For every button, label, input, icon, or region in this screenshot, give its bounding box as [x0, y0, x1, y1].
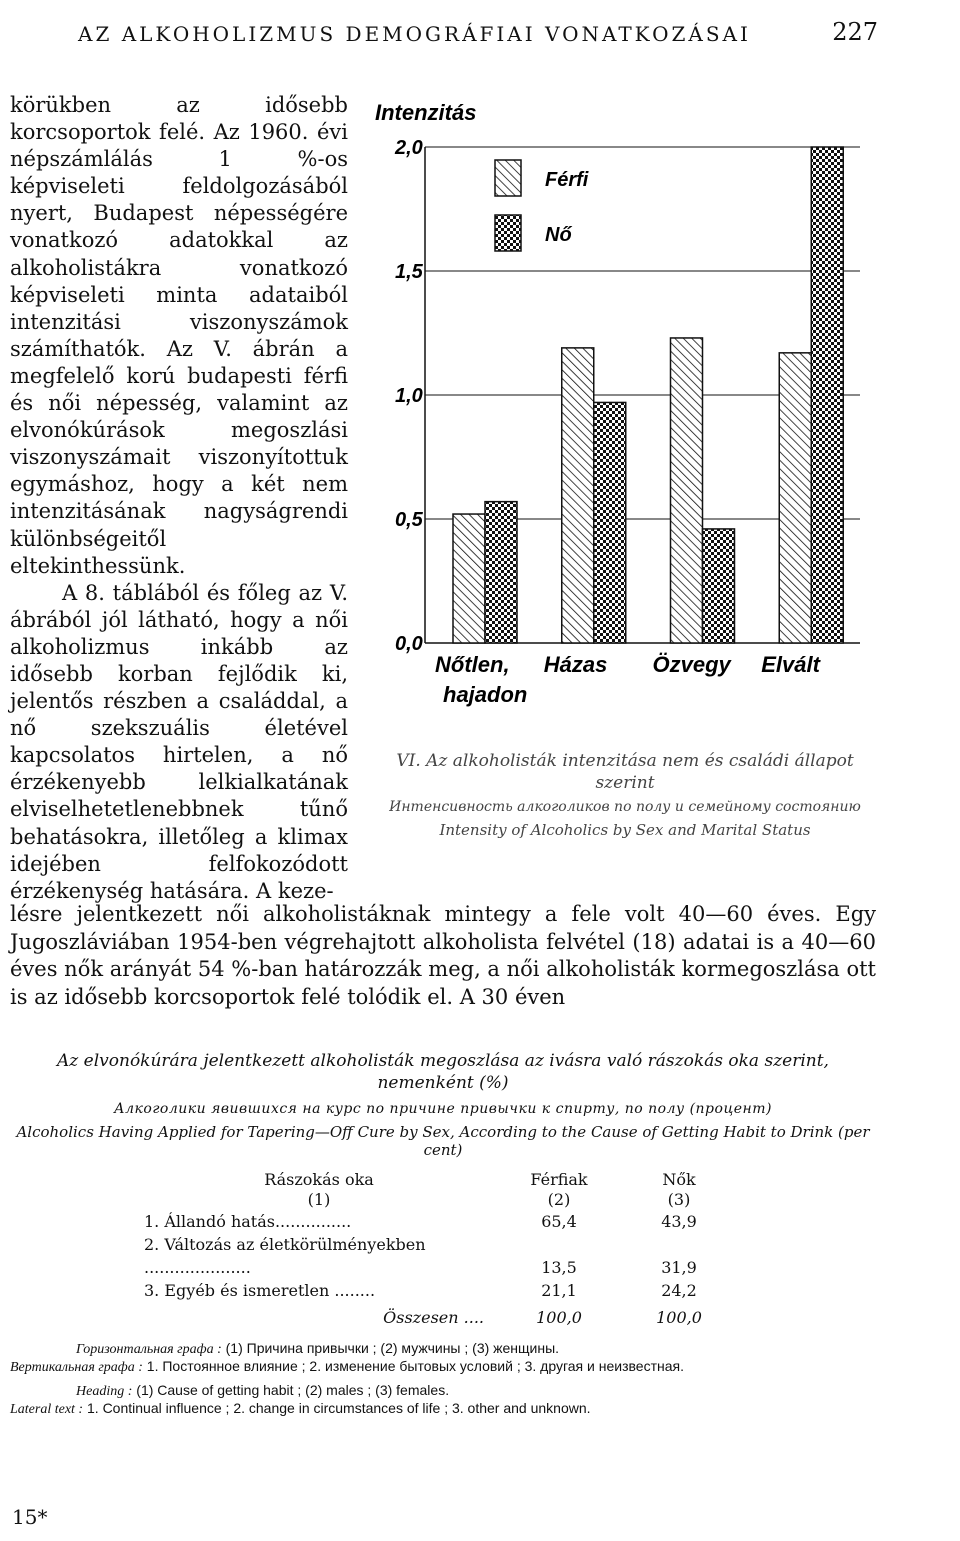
- running-header: [78, 18, 878, 46]
- table-row: [140, 1279, 734, 1302]
- col-header-men-label: Férfiak: [530, 1170, 588, 1189]
- col-header-women-num: (3): [667, 1190, 691, 1209]
- figure-caption-hu: VI. Az alkoholisták intenzitása nem és családi állapot szerint: [396, 751, 854, 793]
- note-ru-heading-label: Горизонтальная графа :: [76, 1342, 222, 1357]
- row-men-value: 21,1: [541, 1281, 577, 1300]
- x-tick-label: Özvegy: [652, 652, 731, 677]
- table-title-hu: Az elvonókúrára jelentkezett alkoholisták megoszlása az ivásra való rászokás oka szerint, nemenként (%): [57, 1051, 829, 1093]
- bar-ferfi-2: [562, 348, 594, 643]
- bar-no-3: [703, 529, 735, 643]
- note-ru-heading-text: (1) Причина привычки ; (2) мужчины ; (3) женщины.: [225, 1340, 560, 1356]
- signature-mark: 15*: [12, 1505, 48, 1529]
- note-en-heading-text: (1) Cause of getting habit ; (2) males ; (3) females.: [136, 1382, 450, 1398]
- body-text-column: [10, 92, 348, 905]
- table-notes: [10, 1340, 876, 1424]
- bar-ferfi-1: [453, 514, 485, 643]
- total-label: Összesen ....: [383, 1308, 484, 1327]
- paragraph-2-start: A 8. táblából és főleg az V. ábrából jól látható, hogy a női alkoholizmus inkább az idősebb korban fejlődik ki, jelentős részben a családdal, a nő szekszuális életével kapcsolatos hirtelen, a nő érzékenyebb lelkialkatának elviselhetetlenebbnek tűnő behatásokra, illetőleg a klimax idejében felfokozódott érzékenység hatására. A keze-: [10, 580, 348, 903]
- note-ru-lateral-text: 1. Постоянное влияние ; 2. изменение бытовых условий ; 3. другая и неизвестная.: [146, 1358, 684, 1374]
- y-tick-label: 0,5: [395, 509, 423, 531]
- x-tick-label: Elvált: [761, 652, 820, 677]
- intensity-bar-chart: [375, 90, 875, 740]
- y-axis-title: Intenzitás: [375, 100, 477, 125]
- row-label: 3. Egyéb és ismeretlen ........: [144, 1281, 376, 1300]
- table-title: [10, 1050, 876, 1159]
- cause-table: [140, 1170, 734, 1329]
- row-men-value: 65,4: [541, 1212, 577, 1231]
- col-header-cause-num: (1): [307, 1190, 331, 1209]
- table-title-en: Alcoholics Having Applied for Tapering—Off Cure by Sex, According to the Cause of Getting Habit to Drink (per cent): [16, 1123, 870, 1159]
- paragraph-2-end: lésre jelentkezett női alkoholistáknak mintegy a fele volt 40—60 éves. Egy Jugoszláviában 1954-ben végrehajtott alkoholista felvétel (18) adatai is a 40—60 éves nők arányát 54 %-ban határozzák meg, a női alkoholisták kormegoszlása ott is az idősebb korcsoportok felé tolódik el. A 30 éven: [10, 902, 876, 1009]
- note-en-lateral-text: 1. Continual influence ; 2. change in circumstances of life ; 3. other and unknown.: [87, 1400, 591, 1416]
- page-number: 227: [832, 18, 878, 46]
- table-header-row: [140, 1170, 734, 1210]
- figure-caption-en: Intensity of Alcoholics by Sex and Marital Status: [439, 821, 811, 839]
- row-label: 2. Változás az életkörülményekben .....................: [144, 1235, 426, 1277]
- y-tick-label: 2,0: [395, 137, 423, 159]
- note-ru-heading: [10, 1340, 876, 1376]
- col-header-men: [494, 1170, 624, 1210]
- table-row: [140, 1210, 734, 1233]
- total-women-value: 100,0: [656, 1308, 702, 1327]
- y-tick-label: 1,0: [395, 385, 423, 407]
- row-women-value: 43,9: [661, 1212, 697, 1231]
- table-title-ru: Алкоголики явившихся на курс по причине привычки к спирту, по полу (процент): [114, 1101, 772, 1117]
- body-text-full-width: [10, 901, 876, 1011]
- total-men-value: 100,0: [536, 1308, 582, 1327]
- col-header-men-num: (2): [547, 1190, 571, 1209]
- x-tick-label: Nőtlen,: [435, 652, 510, 677]
- bar-no-1: [485, 502, 517, 643]
- note-en-lateral-label: Lateral text :: [10, 1402, 84, 1417]
- row-women-value: 31,9: [661, 1258, 697, 1277]
- note-ru-lateral-label: Вертикальная графа :: [10, 1360, 143, 1375]
- row-women-value: 24,2: [661, 1281, 697, 1300]
- col-header-women-label: Nők: [662, 1170, 696, 1189]
- bar-no-2: [594, 402, 626, 643]
- col-header-cause: [140, 1170, 494, 1210]
- running-title: AZ ALKOHOLIZMUS DEMOGRÁFIAI VONATKOZÁSAI: [78, 22, 751, 46]
- row-label: 1. Állandó hatás...............: [144, 1212, 352, 1231]
- col-header-cause-label: Rászokás oka: [264, 1170, 374, 1189]
- row-men-value: 13,5: [541, 1258, 577, 1277]
- figure-caption: [380, 750, 870, 840]
- y-tick-label: 0,0: [395, 633, 423, 655]
- note-en-heading-label: Heading :: [76, 1384, 133, 1399]
- legend-label-ferfi: Férfi: [545, 169, 589, 191]
- legend-swatch-ferfi: [495, 160, 521, 196]
- bar-no-4: [811, 147, 843, 643]
- x-tick-label: Házas: [543, 652, 608, 677]
- bar-ferfi-3: [671, 338, 703, 643]
- bar-ferfi-4: [779, 353, 811, 643]
- legend-label-no: Nő: [545, 224, 572, 246]
- table-total-row: [140, 1302, 734, 1329]
- col-header-women: [624, 1170, 734, 1210]
- y-tick-label: 1,5: [395, 261, 423, 283]
- note-en-heading: [10, 1382, 876, 1418]
- legend-swatch-no: [495, 215, 521, 251]
- paragraph-1: körükben az idősebb korcsoportok felé. Az 1960. évi népszámlálás 1 %-os képviseleti feldolgozásából nyert, Budapest népességére vonatkozó adatokkal az alkoholistákra vonatkozó képviseleti minta adataiból intenzitási viszonyszámok számíthatók. Az V. ábrán a megfelelő korú budapesti férfi és női népesség, valamint az elvonókúrások megoszlási viszonyszámait viszonyítottuk egymáshoz, hogy a két nem intenzitásának nagyságrendi különbségeitől eltekinthessünk.: [10, 93, 348, 578]
- table-row: [140, 1233, 734, 1279]
- figure-caption-ru: Интенсивность алкоголиков по полу и семейному состоянию: [389, 799, 861, 815]
- x-tick-label: hajadon: [443, 682, 528, 707]
